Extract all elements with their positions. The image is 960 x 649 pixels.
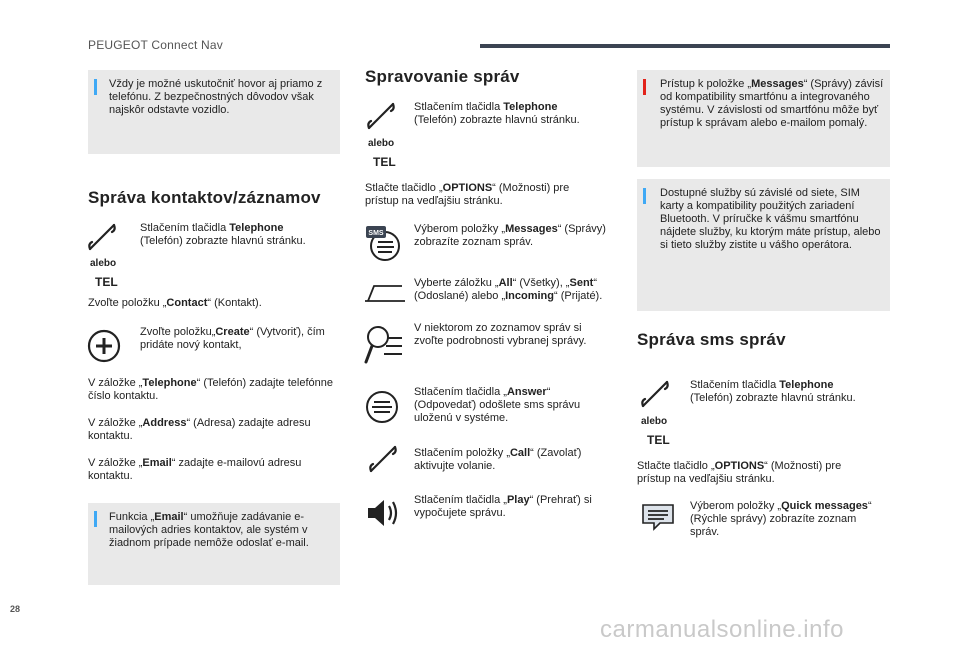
alebo-label: alebo — [641, 416, 668, 427]
alebo-label: alebo — [90, 258, 117, 269]
section-heading: Správa sms správ — [637, 330, 786, 349]
page-number: 28 — [10, 604, 21, 614]
phone-icon — [366, 101, 396, 131]
warning-marker — [643, 79, 646, 95]
tel-button-label: TEL — [95, 275, 118, 289]
paragraph-telephone: Stlačením tlačidla Telephone (Telefón) zobrazte hlavnú stránku. — [140, 222, 306, 247]
paragraph-telephone: Stlačením tlačidla Telephone (Telefón) zobrazte hlavnú stránku. — [690, 379, 856, 404]
warning-box — [637, 70, 890, 167]
phone-icon — [640, 379, 670, 409]
section-heading: Správa kontaktov/záznamov — [88, 188, 321, 207]
quick-messages-icon — [640, 502, 676, 532]
answer-icon — [364, 389, 400, 425]
paragraph-tabs: Vyberte záložku „All“ (Všetky), „Sent“ (Odoslané) alebo „Incoming“ (Prijaté). — [414, 277, 603, 302]
section-heading: Spravovanie správ — [365, 67, 520, 86]
speaker-icon — [366, 497, 402, 529]
call-icon — [368, 444, 398, 474]
paragraph-contact: Zvoľte položku „Contact“ (Kontakt). — [88, 297, 262, 309]
info-box — [88, 503, 340, 585]
tel-button-label: TEL — [373, 155, 396, 169]
sms-icon-label: SMS — [368, 230, 384, 237]
add-contact-icon — [87, 329, 121, 363]
paragraph-create: Zvoľte položku„Create“ (Vytvoriť), čím pridáte nový kontakt, — [140, 326, 325, 351]
paragraph-options: Stlačte tlačidlo „OPTIONS“ (Možnosti) pre prístup na vedľajšiu stránku. — [637, 460, 842, 485]
info-box — [88, 70, 340, 154]
paragraph-play: Stlačením tlačidla „Play“ (Prehrať) si vypočujete správu. — [414, 494, 592, 519]
paragraph-tab-email: V záložke „Email“ zadajte e-mailovú adresu kontaktu. — [88, 457, 302, 482]
info-marker — [94, 79, 97, 95]
paragraph-answer: Stlačením tlačidla „Answer“ (Odpovedať) odošlete sms správu uloženú v systéme. — [414, 386, 581, 424]
paragraph-tab-telephone: V záložke „Telephone“ (Telefón) zadajte telefónne číslo kontaktu. — [88, 377, 333, 402]
info-text: Funkcia „Email“ umožňuje zadávanie e-mailových adries kontaktov, ale systém v žiadnom prípade nemôže odoslať e-mail. — [109, 511, 309, 549]
header-title: PEUGEOT Connect Nav — [88, 38, 223, 52]
warning-text: Prístup k položke „Messages“ (Správy) závisí od kompatibility smartfónu a integrovaného systému. V závislosti od smartfónu môže byť prístup k správam alebo e-mailom pomalý. — [660, 78, 884, 129]
info-marker — [643, 188, 646, 204]
alebo-label: alebo — [368, 138, 395, 149]
watermark: carmanualsonline.info — [600, 616, 844, 643]
paragraph-telephone: Stlačením tlačidla Telephone (Telefón) zobrazte hlavnú stránku. — [414, 101, 580, 126]
paragraph-tab-address: V záložke „Address“ (Adresa) zadajte adresu kontaktu. — [88, 417, 311, 442]
info-box — [637, 179, 890, 311]
paragraph-messages: Výberom položky „Messages“ (Správy) zobrazíte zoznam správ. — [414, 223, 606, 248]
message-details-icon — [364, 324, 404, 366]
tabs-icon — [364, 283, 406, 303]
info-marker — [94, 511, 97, 527]
info-text: Vždy je možné uskutočniť hovor aj priamo z telefónu. Z bezpečnostných dôvodov však najskôr odstavte vozidlo. — [109, 78, 323, 116]
info-text: Dostupné služby sú závislé od siete, SIM karty a kompatibility použitých zariadení Bluetooth. V príručke k vášmu smartfónu nájdete služby, ku ktorým máte prístup, alebo si tieto služby zistite u vášho operátora. — [660, 187, 881, 251]
paragraph-options: Stlačte tlačidlo „OPTIONS“ (Možnosti) pre prístup na vedľajšiu stránku. — [365, 182, 570, 207]
tel-button-label: TEL — [647, 433, 670, 447]
phone-icon — [87, 222, 117, 252]
paragraph-quick-messages: Výberom položky „Quick messages“ (Rýchle správy) zobrazíte zoznam správ. — [690, 500, 872, 538]
paragraph-call: Stlačením položky „Call“ (Zavolať) aktivujte volanie. — [414, 447, 582, 472]
header-bar — [480, 44, 890, 48]
paragraph-details: V niektorom zo zoznamov správ si zvoľte podrobnosti vybranej správy. — [414, 322, 587, 347]
sms-messages-icon — [364, 224, 404, 262]
